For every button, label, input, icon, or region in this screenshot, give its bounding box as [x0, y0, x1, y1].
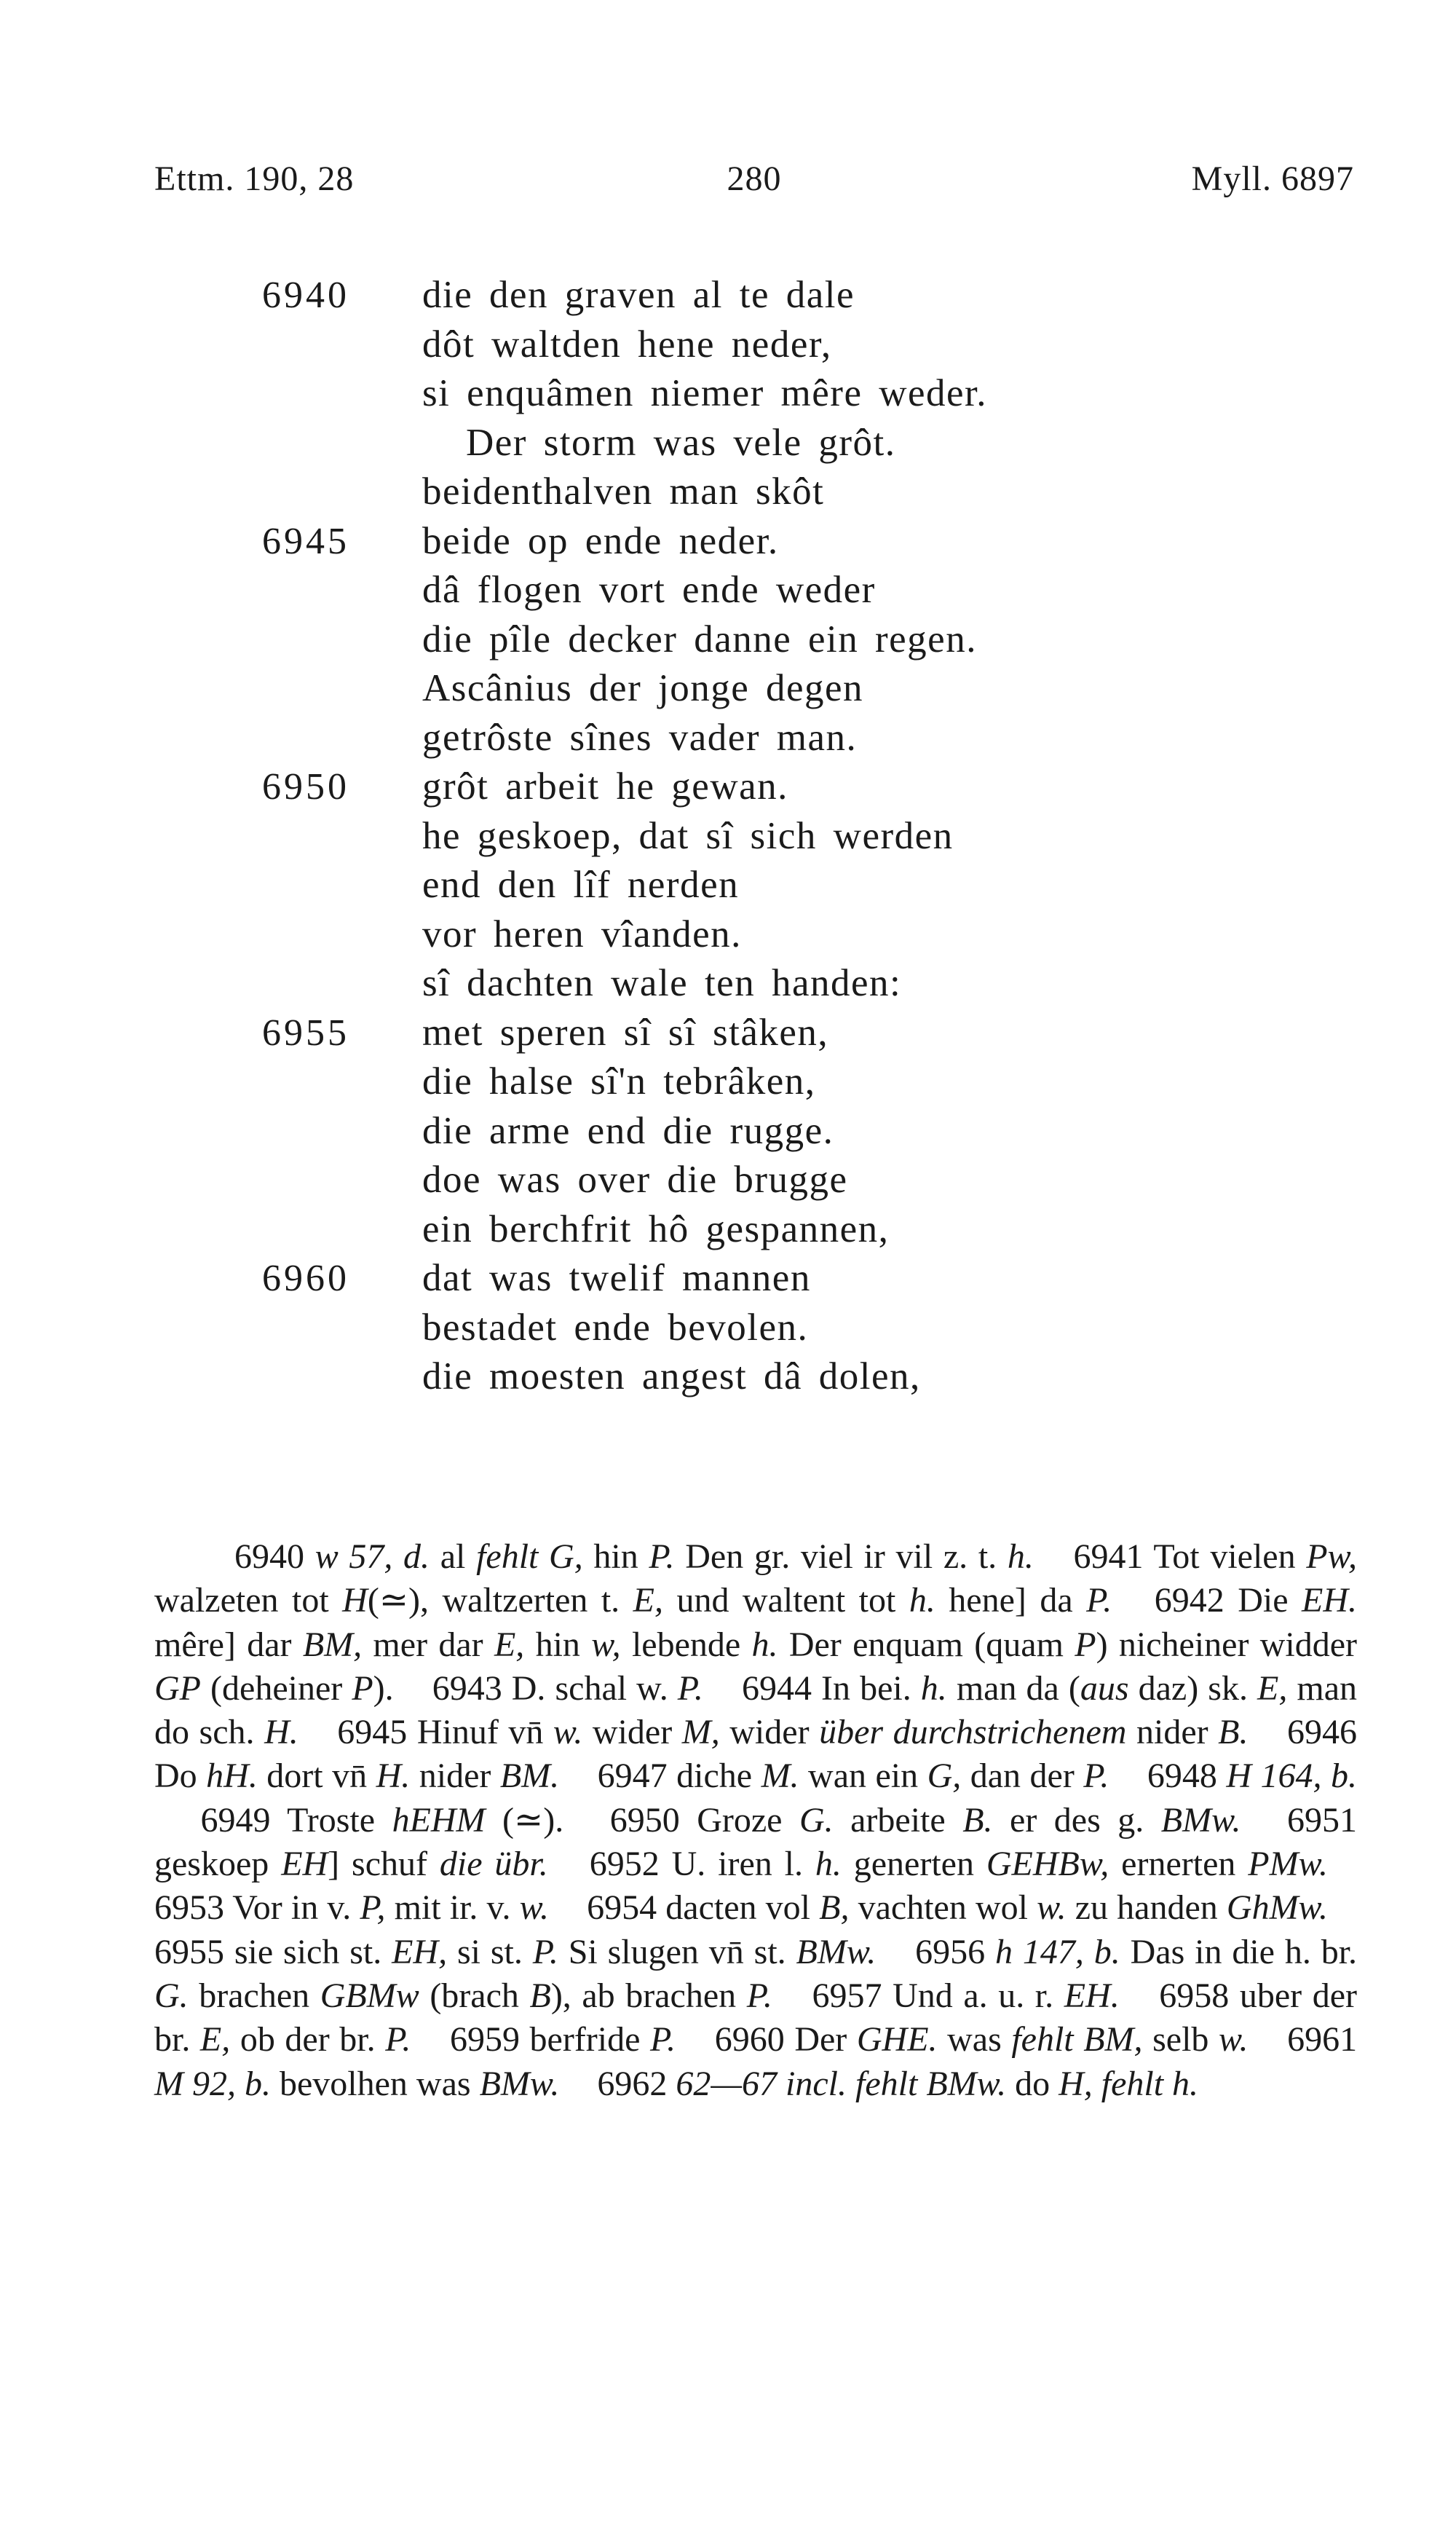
apparatus-siglum: M 92, b.: [154, 2064, 271, 2103]
apparatus-siglum: GEHBw,: [986, 1845, 1109, 1884]
verse-line: [0, 812, 1456, 862]
apparatus-text: wider: [582, 1713, 682, 1752]
apparatus-text: ), ab brachen: [550, 1976, 747, 2015]
apparatus-text: 6955 sie sich st.: [154, 1932, 392, 1971]
verse-line: [0, 320, 1456, 370]
apparatus-siglum: EH.: [1064, 1976, 1120, 2015]
verse-text: die den graven al te dale: [422, 274, 855, 316]
verse-line: [0, 615, 1456, 665]
apparatus-siglum: h.: [920, 1668, 947, 1708]
apparatus-text: dort vn̄: [257, 1757, 376, 1796]
apparatus-text: 6943 D. schal w.: [432, 1668, 678, 1708]
verse-line: [0, 1057, 1456, 1107]
apparatus-text: 6947 diche: [597, 1757, 761, 1796]
verse-text: die arme end die rugge.: [422, 1109, 834, 1152]
apparatus-siglum: H: [342, 1581, 368, 1620]
verse-line: [0, 959, 1456, 1009]
critical-apparatus: [154, 1535, 1357, 2106]
verse-line: [0, 1254, 1456, 1304]
apparatus-text: nider: [410, 1757, 500, 1796]
verse-line: [0, 271, 1456, 320]
verse-text: he geskoep, dat sî sich werden: [422, 814, 954, 857]
verse-text: die pîle decker danne ein regen.: [422, 618, 977, 661]
apparatus-text: 6960 Der: [714, 2020, 857, 2059]
apparatus-text: man do sch.: [154, 1668, 1358, 1752]
verse-line: [0, 419, 1456, 468]
apparatus-text: 6949 Troste: [200, 1800, 392, 1840]
apparatus-siglum: H 164, b.: [1226, 1757, 1358, 1796]
apparatus-siglum: G.: [154, 1976, 189, 2015]
apparatus-siglum: E,: [1257, 1668, 1288, 1708]
apparatus-text: dan der: [961, 1757, 1084, 1796]
verse-text: die halse sî'n tebrâken,: [422, 1060, 816, 1103]
verse-text: vor heren vîanden.: [422, 912, 742, 955]
apparatus-text: 6946 Do: [154, 1713, 1358, 1796]
apparatus-siglum: P.: [650, 2020, 676, 2059]
apparatus-siglum: hEHM: [392, 1800, 486, 1840]
apparatus-siglum: E,: [199, 2020, 231, 2059]
apparatus-text: mer dar: [362, 1625, 494, 1664]
verse-text: end den lîf nerden: [422, 864, 740, 906]
apparatus-siglum: P.: [1083, 1757, 1109, 1796]
apparatus-siglum: P.: [532, 1932, 558, 1971]
apparatus-text: er des g.: [992, 1800, 1161, 1840]
apparatus-siglum: h 147, b.: [995, 1932, 1120, 1971]
apparatus-siglum: EH: [281, 1845, 328, 1884]
apparatus-siglum: w 57, d.: [314, 1537, 430, 1576]
apparatus-siglum: GhMw.: [1226, 1888, 1329, 1928]
verse-text: met speren sî sî stâken,: [422, 1011, 829, 1054]
apparatus-siglum: B,: [819, 1888, 850, 1928]
apparatus-siglum: P: [352, 1668, 373, 1708]
apparatus-siglum: aus: [1080, 1668, 1129, 1708]
apparatus-text: (deheiner: [200, 1668, 352, 1708]
apparatus-text: walzeten tot: [154, 1581, 343, 1620]
apparatus-siglum: w.: [1037, 1888, 1067, 1928]
apparatus-text: 6959 berfride: [449, 2020, 650, 2059]
verse-line: [0, 1205, 1456, 1255]
apparatus-text: hene] da: [935, 1581, 1087, 1620]
apparatus-text: und waltent tot: [662, 1581, 909, 1620]
apparatus-text: bevolhen was: [270, 2064, 480, 2103]
verse-text: doe was over die brugge: [422, 1159, 848, 1201]
apparatus-siglum: BM.: [499, 1757, 560, 1796]
apparatus-text: 6944 In bei.: [741, 1668, 921, 1708]
verse-text: si enquâmen niemer mêre weder.: [422, 372, 988, 414]
apparatus-siglum: h.: [815, 1845, 842, 1884]
apparatus-text: (brach: [419, 1976, 530, 2015]
verse-line: [0, 1107, 1456, 1156]
verse-line: [0, 517, 1456, 567]
apparatus-siglum: H.: [264, 1713, 298, 1752]
apparatus-text: Den gr. viel ir vil z. t.: [674, 1537, 1008, 1576]
apparatus-text: Das in die h. br.: [1120, 1932, 1358, 1971]
apparatus-siglum: 62—67 incl. fehlt BMw.: [676, 2064, 1007, 2103]
apparatus-text: ernerten: [1109, 1845, 1249, 1884]
apparatus-text: generten: [841, 1845, 986, 1884]
apparatus-text: ) nicheiner widder: [1096, 1625, 1358, 1664]
apparatus-text: 6948: [1147, 1757, 1227, 1796]
verse-line: [0, 664, 1456, 714]
apparatus-siglum: GHE.: [856, 2020, 938, 2059]
verse-text: dâ flogen vort ende weder: [422, 569, 876, 611]
verse-line: [0, 566, 1456, 615]
apparatus-siglum: hH.: [206, 1757, 258, 1796]
apparatus-siglum: Pw,: [1306, 1537, 1358, 1576]
apparatus-text: mêre] dar: [154, 1625, 303, 1664]
apparatus-siglum: G,: [927, 1757, 962, 1796]
apparatus-siglum: P.: [649, 1537, 675, 1576]
verse-text-block: [0, 271, 1456, 1402]
apparatus-text: 6958 uber der br.: [154, 1976, 1358, 2059]
apparatus-siglum: w,: [591, 1625, 621, 1664]
apparatus-text: vachten wol: [849, 1888, 1037, 1928]
apparatus-siglum: GBMw: [320, 1976, 419, 2015]
apparatus-paragraph: [154, 1535, 1357, 2106]
apparatus-siglum: h.: [1007, 1537, 1034, 1576]
apparatus-siglum: B: [529, 1976, 551, 2015]
apparatus-siglum: PMw.: [1248, 1845, 1329, 1884]
apparatus-text: hin: [524, 1625, 592, 1664]
apparatus-siglum: GP: [154, 1668, 201, 1708]
apparatus-siglum: B.: [962, 1800, 993, 1840]
apparatus-siglum: fehlt BM,: [1011, 2020, 1143, 2059]
apparatus-siglum: P.: [1086, 1581, 1112, 1620]
apparatus-text: (≃),: [367, 1581, 430, 1620]
apparatus-siglum: BMw.: [796, 1932, 877, 1971]
apparatus-siglum: über durchstrichenem: [819, 1713, 1127, 1752]
apparatus-text: 6952 U. iren l.: [589, 1845, 815, 1884]
apparatus-text: selb: [1142, 2020, 1219, 2059]
apparatus-siglum: P.: [746, 1976, 772, 2015]
apparatus-text: 6942 Die: [1154, 1581, 1302, 1620]
apparatus-text: arbeite: [833, 1800, 963, 1840]
verse-text: dôt waltden hene neder,: [422, 323, 832, 366]
verse-line: [0, 861, 1456, 910]
apparatus-siglum: M.: [761, 1757, 799, 1796]
apparatus-siglum: BM,: [302, 1625, 363, 1664]
apparatus-siglum: E,: [494, 1625, 525, 1664]
apparatus-text: was: [937, 2020, 1012, 2059]
verse-text: grôt arbeit he gewan.: [422, 765, 788, 808]
apparatus-text: zu handen: [1066, 1888, 1227, 1928]
apparatus-text: Der enquam (quam: [778, 1625, 1075, 1664]
apparatus-text: ] schuf: [328, 1845, 440, 1884]
verse-text: ein berchfrit hô gespannen,: [422, 1207, 890, 1250]
apparatus-siglum: H, fehlt h.: [1059, 2064, 1199, 2103]
verse-text: Der storm was vele grôt.: [466, 421, 896, 464]
apparatus-text: 6954 dacten vol: [587, 1888, 820, 1928]
apparatus-siglum: B.: [1218, 1713, 1249, 1752]
apparatus-text: 6950 Groze: [609, 1800, 799, 1840]
apparatus-siglum: w.: [1219, 2020, 1249, 2059]
header-left-reference: Ettm. 190, 28: [154, 159, 355, 198]
verse-text: dat was twelif mannen: [422, 1257, 811, 1299]
apparatus-text: 6962: [597, 2064, 676, 2103]
apparatus-text: waltzerten t.: [429, 1581, 633, 1620]
apparatus-siglum: EH.: [1302, 1581, 1357, 1620]
verse-line: [0, 714, 1456, 763]
apparatus-text: 6951 geskoep: [154, 1800, 1358, 1884]
apparatus-siglum: die übr.: [439, 1845, 548, 1884]
apparatus-text: hin: [582, 1537, 649, 1576]
apparatus-text: 6957 Und a. u. r.: [812, 1976, 1064, 2015]
apparatus-text: wan ein: [799, 1757, 927, 1796]
apparatus-text: 6956: [915, 1932, 996, 1971]
apparatus-siglum: BMw.: [479, 2064, 560, 2103]
apparatus-text: ob der br.: [230, 2020, 386, 2059]
apparatus-siglum: h.: [909, 1581, 935, 1620]
apparatus-text: Si slugen vn̄ st.: [558, 1932, 796, 1971]
apparatus-text: man da (: [946, 1668, 1080, 1708]
apparatus-text: brachen: [188, 1976, 320, 2015]
apparatus-siglum: BMw.: [1160, 1800, 1241, 1840]
apparatus-siglum: EH,: [392, 1932, 448, 1971]
verse-line: [0, 468, 1456, 517]
verse-number: 6950: [262, 766, 349, 808]
apparatus-text: 6941 Tot vielen: [1073, 1537, 1307, 1576]
verse-number: 6945: [262, 520, 349, 562]
apparatus-siglum: w.: [553, 1713, 583, 1752]
apparatus-siglum: fehlt G,: [476, 1537, 583, 1576]
apparatus-text: al: [430, 1537, 477, 1576]
verse-number: 6955: [262, 1012, 349, 1054]
verse-text: die moesten angest dâ dolen,: [422, 1355, 921, 1397]
apparatus-siglum: M,: [681, 1713, 720, 1752]
apparatus-siglum: H.: [376, 1757, 411, 1796]
apparatus-siglum: P,: [360, 1888, 386, 1928]
page-number: 280: [727, 159, 782, 198]
verse-line: [0, 369, 1456, 419]
apparatus-siglum: h.: [751, 1625, 778, 1664]
verse-text: beide op ende neder.: [422, 519, 779, 562]
apparatus-text: daz) sk.: [1128, 1668, 1258, 1708]
apparatus-siglum: P: [1075, 1625, 1096, 1664]
header-right-reference: Myll. 6897: [1191, 159, 1354, 198]
apparatus-siglum: E,: [633, 1581, 663, 1620]
apparatus-text: 6945 Hinuf vn̄: [337, 1713, 553, 1752]
apparatus-text: lebende: [620, 1625, 752, 1664]
apparatus-siglum: P.: [385, 2020, 411, 2059]
apparatus-text: 6953 Vor in v.: [154, 1888, 360, 1928]
verse-text: sî dachten wale ten handen:: [422, 962, 902, 1004]
running-header: [154, 159, 1354, 210]
verse-text: Ascânius der jonge degen: [422, 667, 864, 709]
verse-text: getrôste sînes vader man.: [422, 716, 858, 759]
apparatus-text: wider: [719, 1713, 820, 1752]
verse-text: bestadet ende bevolen.: [422, 1306, 809, 1349]
verse-line: [0, 910, 1456, 960]
apparatus-siglum: P.: [677, 1668, 703, 1708]
apparatus-text: mit ir. v.: [385, 1888, 520, 1928]
apparatus-text: nider: [1126, 1713, 1219, 1752]
verse-line: [0, 1009, 1456, 1058]
verse-line: [0, 1156, 1456, 1205]
apparatus-siglum: G.: [799, 1800, 834, 1840]
verse-line: [0, 1352, 1456, 1402]
verse-text: beidenthalven man skôt: [422, 470, 825, 513]
apparatus-text: (≃).: [485, 1800, 564, 1840]
apparatus-siglum: w.: [519, 1888, 550, 1928]
apparatus-text: ).: [373, 1668, 394, 1708]
apparatus-text: si st.: [447, 1932, 533, 1971]
verse-number: 6940: [262, 275, 349, 316]
apparatus-text: 6940: [234, 1537, 315, 1576]
verse-line: [0, 1304, 1456, 1353]
verse-number: 6960: [262, 1258, 349, 1299]
apparatus-text: 6961: [1287, 2020, 1358, 2059]
apparatus-text: do: [1006, 2064, 1059, 2103]
verse-line: [0, 762, 1456, 812]
